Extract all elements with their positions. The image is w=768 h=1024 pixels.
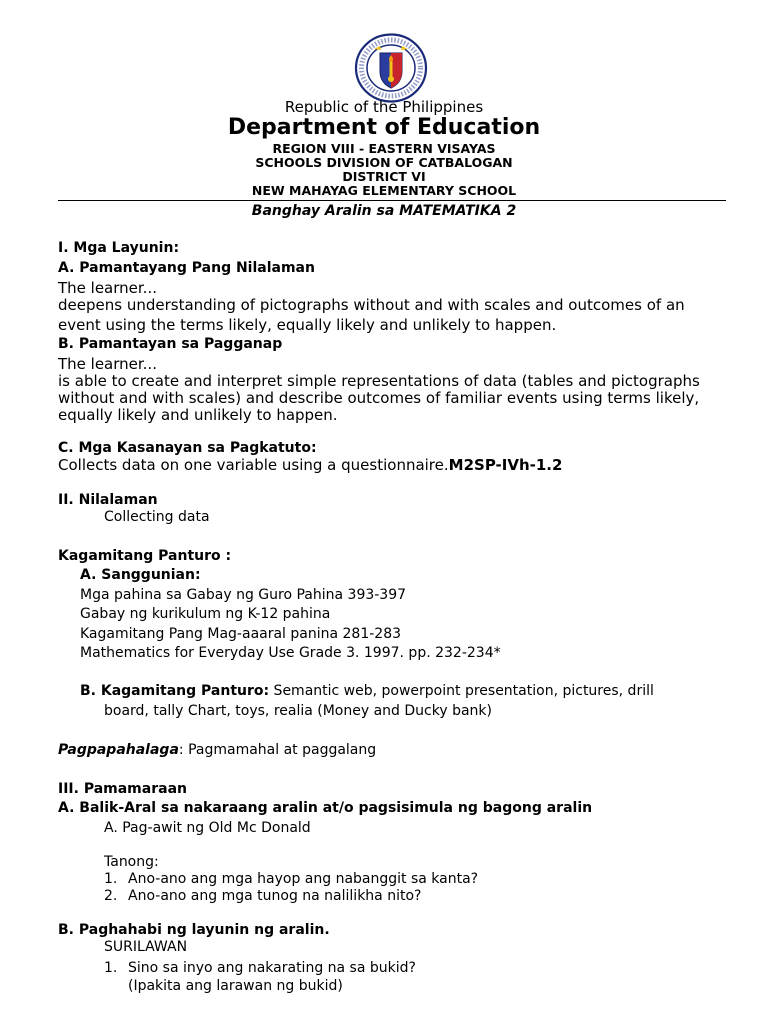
section-3b-subnote: (Ipakita ang larawan ng bukid) [128, 978, 343, 994]
section-1c-heading: C. Mga Kasanayan sa Pagkatuto: [58, 440, 317, 456]
reference-item: Gabay ng kurikulum ng K-12 pahina [80, 606, 331, 622]
values-line: Pagpapahalaga: Pagmamahal at paggalang [58, 742, 377, 758]
section-1a-line: deepens understanding of pictographs without and with scales and outcomes of an [58, 296, 685, 314]
section-3-heading: III. Pamamaraan [58, 781, 187, 797]
section-1-heading: I. Mga Layunin: [58, 240, 180, 256]
section-3a-heading: A. Balik-Aral sa nakaraang aralin at/o pagsisimula ng bagong aralin [58, 800, 593, 816]
reference-item: Mga pahina sa Gabay ng Guro Pahina 393-397 [80, 587, 407, 603]
materials-heading: Kagamitang Panturo : [58, 548, 232, 564]
header-department: Department of Education [227, 115, 541, 140]
section-2-content: Collecting data [104, 509, 210, 525]
section-1a-line: The learner... [58, 279, 157, 297]
document-title: Banghay Aralin sa MATEMATIKA 2 [251, 203, 517, 219]
values-label: Pagpapahalaga [58, 742, 179, 758]
reference-item: Mathematics for Everyday Use Grade 3. 1997. pp. 232-234* [80, 645, 501, 661]
header-division: SCHOOLS DIVISION OF CATBALOGAN [255, 155, 513, 170]
header-republic: Republic of the Philippines [284, 98, 484, 116]
section-1b-line: is able to create and interpret simple representations of data (tables and pictographs [58, 372, 700, 390]
section-3b-heading: B. Paghahabi ng layunin ng aralin. [58, 922, 330, 938]
question-item: 1. [104, 871, 118, 887]
section-1a-line: event using the terms likely, equally likely and unlikely to happen. [58, 316, 557, 334]
section-1b-line: without and with scales) and describe outcomes of familiar events using terms likely, [58, 389, 700, 407]
question-text: Ano-ano ang mga hayop ang nabanggit sa kanta? [128, 871, 479, 887]
teaching-materials-line: B. Kagamitang Panturo: Semantic web, powerpoint presentation, pictures, drill [80, 683, 654, 699]
section-1b-heading: B. Pamantayan sa Pagganap [58, 336, 283, 352]
header-divider [58, 200, 726, 201]
question-item: 2. [104, 888, 118, 904]
section-1c-text: Collects data on one variable using a questionnaire.M2SP-IVh-1.2 [58, 456, 563, 474]
reference-item: Kagamitang Pang Mag-aaaral panina 281-283 [80, 626, 402, 642]
section-2-heading: II. Nilalaman [58, 492, 158, 508]
section-3b-item-num: 1. [104, 960, 118, 976]
section-3b-item-text: Sino sa inyo ang nakarating na sa bukid? [128, 960, 416, 976]
header-school: NEW MAHAYAG ELEMENTARY SCHOOL [251, 183, 517, 198]
header-district: DISTRICT VI [342, 169, 426, 184]
surilawan-label: SURILAWAN [104, 939, 188, 955]
section-1a-heading: A. Pamantayang Pang Nilalaman [58, 260, 315, 276]
tanong-label: Tanong: [104, 854, 159, 870]
section-1b-line: equally likely and unlikely to happen. [58, 406, 338, 424]
deped-seal-logo [354, 33, 428, 103]
section-3a-item: A. Pag-awit ng Old Mc Donald [104, 820, 311, 836]
teaching-materials-label: B. Kagamitang Panturo: [80, 683, 270, 699]
question-text: Ano-ano ang mga tunog na nalilikha nito? [128, 888, 422, 904]
section-1b-line: The learner... [58, 355, 157, 373]
header-region: REGION VIII - EASTERN VISAYAS [272, 141, 496, 156]
teaching-materials-line-2: board, tally Chart, toys, realia (Money and Ducky bank) [104, 703, 492, 719]
competency-code: M2SP-IVh-1.2 [448, 456, 563, 474]
references-heading: A. Sanggunian: [80, 567, 201, 583]
